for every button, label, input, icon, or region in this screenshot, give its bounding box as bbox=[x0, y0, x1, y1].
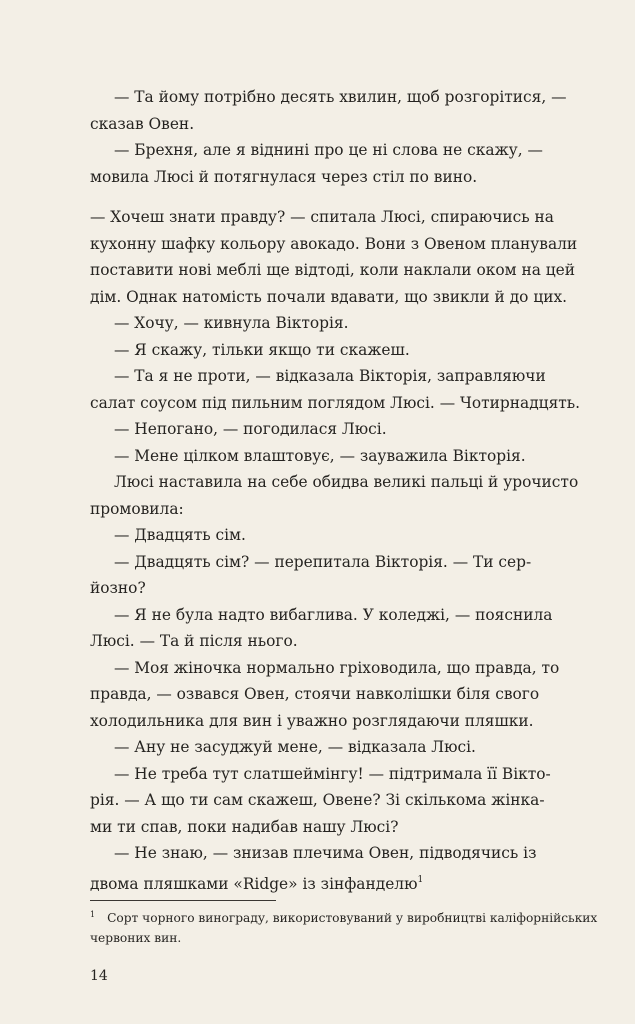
text-line: рія. — А що ти сам скажеш, Овене? Зі скількома жінка- bbox=[90, 791, 545, 809]
text-line: кухонну шафку кольору авокадо. Вони з Овеном планували bbox=[90, 234, 578, 253]
footnote bbox=[90, 905, 610, 948]
text-line: — Двадцять сім? — перепитала Вікторія. — Ти сер- bbox=[114, 552, 532, 571]
text-line: правда, — озвався Овен, стоячи навколішки біля свого bbox=[90, 685, 540, 703]
text-line: поставити нові меблі ще відтоді, коли наклали оком на цей bbox=[90, 261, 576, 279]
text-line: — Та йому потрібно десять хвилин, щоб розгорітися, — bbox=[114, 88, 567, 106]
text-line: — Брехня, але я віднині про це ні слова не скажу, — bbox=[114, 141, 543, 159]
text-line: промовила: bbox=[90, 499, 184, 518]
body-text bbox=[90, 84, 610, 897]
text-line: Люсі. — Та й після нього. bbox=[90, 632, 298, 650]
text-line: — Ану не засуджуй мене, — відказала Люсі. bbox=[114, 738, 476, 756]
footnote-line bbox=[90, 905, 610, 928]
text-line: — Хочеш знати правду? — спитала Люсі, спираючись на bbox=[90, 208, 554, 226]
text-line: — Хочу, — кивнула Вікторія. bbox=[114, 314, 349, 332]
text-line: салат соусом під пильним поглядом Люсі. — Чотирнадцять. bbox=[90, 393, 581, 412]
footnote-reference[interactable]: 1 bbox=[417, 874, 424, 885]
footnote-marker: 1 bbox=[90, 910, 96, 919]
footnote-text: Сорт чорного винограду, використовуваний у виробництві каліфорнійських bbox=[107, 911, 598, 925]
text-line-with-footnote bbox=[90, 867, 610, 898]
text-line: Люсі наставила на себе обидва великі пальці й урочисто bbox=[114, 473, 579, 491]
text-line: ми ти спав, поки надибав нашу Люсі? bbox=[90, 817, 399, 836]
text-line: — Двадцять сім. bbox=[114, 526, 246, 544]
text-line: йозно? bbox=[90, 579, 146, 597]
footnote-text: червоних вин. bbox=[90, 931, 182, 945]
text-line: холодильника для вин і уважно розглядаючи пляшки. bbox=[90, 711, 534, 730]
text-line: сказав Овен. bbox=[90, 114, 195, 133]
text-line: — Та я не проти, — відказала Вікторія, заправляючи bbox=[114, 367, 546, 385]
text-line: — Я не була надто вибаглива. У коледжі, — пояснила bbox=[114, 605, 553, 624]
footnote-divider bbox=[90, 900, 276, 901]
text-line: мовила Люсі й потягнулася через стіл по вино. bbox=[90, 167, 478, 186]
page-number: 14 bbox=[90, 968, 108, 984]
text-line: — Моя жіночка нормально гріховодила, що правда, то bbox=[114, 658, 560, 677]
text-line: — Непогано, — погодилася Люсі. bbox=[114, 420, 387, 438]
text-line: — Мене цілком влаштовує, — зауважила Вікторія. bbox=[114, 446, 526, 465]
text-line: — Я скажу, тільки якщо ти скажеш. bbox=[114, 340, 410, 359]
text-line: — Не знаю, — знизав плечима Овен, підводячись із bbox=[114, 844, 537, 862]
text-line: дім. Однак натомість почали вдавати, що звикли й до цих. bbox=[90, 287, 568, 306]
text-line: — Не треба тут слатшеймінгу! — підтримала її Вікто- bbox=[114, 764, 551, 783]
text-line: двома пляшками «Ridge» із зінфанделю bbox=[90, 874, 418, 893]
